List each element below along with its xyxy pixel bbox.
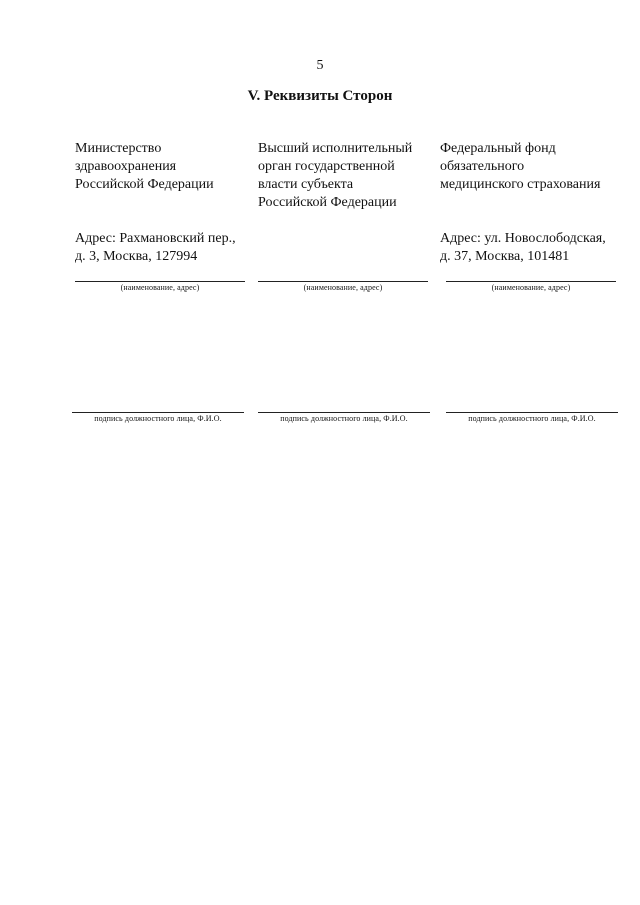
signature-caption: подпись должностного лица, Ф.И.О. — [280, 414, 408, 423]
name-address-caption: (наименование, адрес) — [491, 283, 571, 292]
party-address-line: д. 3, Москва, 127994 — [75, 249, 198, 264]
party-name-line: Министерство — [75, 141, 162, 156]
party-name — [75, 140, 253, 230]
signature-line — [72, 412, 244, 413]
party-name-line: Высший исполнительный — [258, 141, 413, 156]
party-ministry-block — [75, 140, 253, 270]
name-address-caption: (наименование, адрес) — [303, 283, 383, 292]
page-number: 5 — [316, 58, 324, 73]
signature-line — [446, 412, 618, 413]
party-name-line: медицинского страхования — [440, 177, 601, 192]
party-name-line: Российской Федерации — [258, 195, 397, 210]
party-name-line: обязательного — [440, 159, 525, 174]
party-insurance-fund-block — [440, 140, 618, 270]
party-address — [75, 230, 253, 270]
party-name — [440, 140, 618, 230]
name-address-caption: (наименование, адрес) — [120, 283, 200, 292]
party-name — [258, 140, 436, 230]
party-name-line: Федеральный фонд — [440, 141, 556, 156]
signature-line — [258, 412, 430, 413]
party-name-line: орган государственной — [258, 159, 395, 174]
party-name-line: Российской Федерации — [75, 177, 214, 192]
party-name-line: здравоохранения — [75, 159, 177, 174]
party-address-line: Адрес: ул. Новослободская, — [440, 231, 606, 246]
party-address-line: д. 37, Москва, 101481 — [440, 249, 570, 264]
name-address-line — [75, 281, 245, 282]
party-address — [440, 230, 618, 270]
signature-caption: подпись должностного лица, Ф.И.О. — [468, 414, 596, 423]
party-name-line: власти субъекта — [258, 177, 354, 192]
name-address-line — [258, 281, 428, 282]
section-title: V. Реквизиты Сторон — [247, 88, 393, 104]
signature-caption: подпись должностного лица, Ф.И.О. — [94, 414, 222, 423]
party-address-line: Адрес: Рахмановский пер., — [75, 231, 236, 246]
name-address-line — [446, 281, 616, 282]
party-regional-authority-block — [258, 140, 436, 230]
